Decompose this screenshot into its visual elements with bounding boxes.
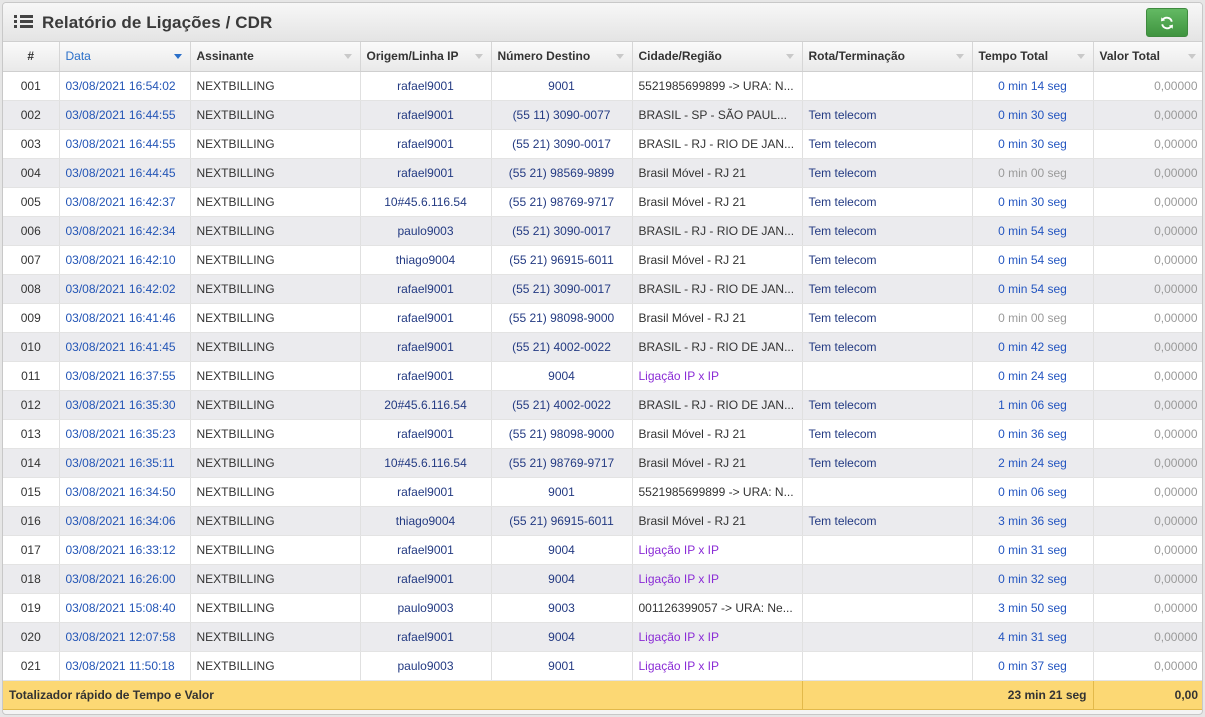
cell-cidade: BRASIL - RJ - RIO DE JAN... (632, 216, 802, 245)
cell-rota: Tem telecom (802, 274, 972, 303)
cell-rota (802, 564, 972, 593)
cell-data: 03/08/2021 16:44:55 (59, 100, 190, 129)
cell-cidade: Ligação IP x IP (632, 564, 802, 593)
table-row[interactable] (3, 274, 1203, 303)
cell-rota (802, 361, 972, 390)
cell-cidade: BRASIL - RJ - RIO DE JAN... (632, 129, 802, 158)
cell-valor: 0,00000 (1093, 448, 1203, 477)
cell-rota: Tem telecom (802, 390, 972, 419)
cell-tempo: 2 min 24 seg (972, 448, 1093, 477)
col-header-number[interactable]: # (3, 42, 59, 71)
cell-data: 03/08/2021 15:08:40 (59, 593, 190, 622)
cell-number: 005 (3, 187, 59, 216)
page-title: Relatório de Ligações / CDR (42, 13, 273, 32)
cell-number: 020 (3, 622, 59, 651)
cell-tempo: 0 min 24 seg (972, 361, 1093, 390)
cell-tempo: 0 min 30 seg (972, 129, 1093, 158)
cell-cidade: 5521985699899 -> URA: N... (632, 477, 802, 506)
cell-rota: Tem telecom (802, 332, 972, 361)
col-header-label: Rota/Terminação (808, 49, 905, 64)
cell-origem: rafael9001 (360, 564, 491, 593)
cell-origem: 10#45.6.116.54 (360, 448, 491, 477)
cell-data: 03/08/2021 16:35:23 (59, 419, 190, 448)
cell-number: 004 (3, 158, 59, 187)
cell-assinante: NEXTBILLING (190, 390, 360, 419)
col-header-assinante[interactable] (190, 42, 360, 71)
table-row[interactable] (3, 361, 1203, 390)
cell-destino: (55 21) 3090-0017 (491, 274, 632, 303)
cell-number: 018 (3, 564, 59, 593)
cell-assinante: NEXTBILLING (190, 245, 360, 274)
cell-data: 03/08/2021 16:33:12 (59, 535, 190, 564)
list-icon (14, 15, 33, 29)
cell-valor: 0,00000 (1093, 158, 1203, 187)
cell-rota: Tem telecom (802, 303, 972, 332)
cell-assinante: NEXTBILLING (190, 448, 360, 477)
cell-data: 03/08/2021 16:42:10 (59, 245, 190, 274)
totals-tempo: 23 min 21 seg (802, 680, 1093, 709)
table-row[interactable] (3, 332, 1203, 361)
col-header-label: Número Destino (497, 49, 591, 64)
cell-valor: 0,00000 (1093, 477, 1203, 506)
cell-number: 017 (3, 535, 59, 564)
sort-icon (956, 54, 964, 59)
cell-assinante: NEXTBILLING (190, 71, 360, 100)
cell-valor: 0,00000 (1093, 593, 1203, 622)
cell-valor: 0,00000 (1093, 419, 1203, 448)
cell-data: 03/08/2021 16:42:02 (59, 274, 190, 303)
cell-data: 03/08/2021 16:41:46 (59, 303, 190, 332)
cell-cidade: Ligação IP x IP (632, 622, 802, 651)
cell-tempo: 0 min 54 seg (972, 274, 1093, 303)
col-header-cidade[interactable] (632, 42, 802, 71)
refresh-button[interactable] (1146, 8, 1188, 37)
cell-tempo: 0 min 14 seg (972, 71, 1093, 100)
cell-assinante: NEXTBILLING (190, 129, 360, 158)
table-header-row (3, 42, 1203, 71)
cell-rota (802, 651, 972, 680)
col-header-label: Data (65, 49, 91, 64)
cell-origem: paulo9003 (360, 216, 491, 245)
cdr-report-panel (2, 2, 1203, 715)
cell-destino: (55 21) 96915-6011 (491, 245, 632, 274)
cell-destino: 9001 (491, 477, 632, 506)
cell-tempo: 0 min 00 seg (972, 303, 1093, 332)
cell-destino: 9001 (491, 651, 632, 680)
col-header-origem[interactable] (360, 42, 491, 71)
cell-destino: (55 21) 98098-9000 (491, 419, 632, 448)
table-row[interactable] (3, 477, 1203, 506)
cell-tempo: 0 min 36 seg (972, 419, 1093, 448)
table-row[interactable] (3, 129, 1203, 158)
cell-origem: rafael9001 (360, 158, 491, 187)
cell-rota (802, 477, 972, 506)
cell-number: 002 (3, 100, 59, 129)
table-row[interactable] (3, 622, 1203, 651)
sort-icon (786, 54, 794, 59)
cell-origem: thiago9004 (360, 506, 491, 535)
cell-destino: (55 21) 4002-0022 (491, 332, 632, 361)
cell-rota: Tem telecom (802, 216, 972, 245)
cell-origem: rafael9001 (360, 274, 491, 303)
col-header-label: Cidade/Região (638, 49, 722, 64)
cell-valor: 0,00000 (1093, 535, 1203, 564)
cell-number: 019 (3, 593, 59, 622)
cell-destino: (55 21) 98098-9000 (491, 303, 632, 332)
cell-tempo: 0 min 54 seg (972, 245, 1093, 274)
cell-valor: 0,00000 (1093, 216, 1203, 245)
cell-rota: Tem telecom (802, 448, 972, 477)
cell-cidade: Brasil Móvel - RJ 21 (632, 506, 802, 535)
cell-tempo: 3 min 50 seg (972, 593, 1093, 622)
cell-number: 021 (3, 651, 59, 680)
cell-assinante: NEXTBILLING (190, 651, 360, 680)
cell-number: 010 (3, 332, 59, 361)
cell-cidade: 5521985699899 -> URA: N... (632, 71, 802, 100)
cell-tempo: 0 min 31 seg (972, 535, 1093, 564)
table-row[interactable] (3, 390, 1203, 419)
panel-header (3, 3, 1202, 42)
cell-number: 015 (3, 477, 59, 506)
cell-cidade: Brasil Móvel - RJ 21 (632, 303, 802, 332)
cell-assinante: NEXTBILLING (190, 477, 360, 506)
cell-tempo: 0 min 42 seg (972, 332, 1093, 361)
table-row[interactable] (3, 303, 1203, 332)
cell-destino: (55 21) 98569-9899 (491, 158, 632, 187)
cell-origem: rafael9001 (360, 332, 491, 361)
cell-number: 001 (3, 71, 59, 100)
cell-number: 007 (3, 245, 59, 274)
col-header-label: Origem/Linha IP (366, 49, 459, 64)
col-header-data[interactable] (59, 42, 190, 71)
cell-assinante: NEXTBILLING (190, 361, 360, 390)
cell-destino: 9004 (491, 622, 632, 651)
cell-origem: rafael9001 (360, 100, 491, 129)
cell-number: 012 (3, 390, 59, 419)
cell-tempo: 0 min 37 seg (972, 651, 1093, 680)
cell-destino: 9003 (491, 593, 632, 622)
cell-rota (802, 622, 972, 651)
cell-cidade: Ligação IP x IP (632, 651, 802, 680)
cell-rota (802, 535, 972, 564)
table-row[interactable] (3, 100, 1203, 129)
table-row[interactable] (3, 564, 1203, 593)
sort-icon (344, 54, 352, 59)
cell-origem: rafael9001 (360, 129, 491, 158)
cell-origem: rafael9001 (360, 622, 491, 651)
table-row[interactable] (3, 535, 1203, 564)
col-header-valor[interactable] (1093, 42, 1203, 71)
cell-number: 011 (3, 361, 59, 390)
cell-tempo: 3 min 36 seg (972, 506, 1093, 535)
totals-row (3, 680, 1203, 709)
cell-rota (802, 593, 972, 622)
col-header-rota[interactable] (802, 42, 972, 71)
cell-cidade: Brasil Móvel - RJ 21 (632, 187, 802, 216)
cell-data: 03/08/2021 16:26:00 (59, 564, 190, 593)
cell-assinante: NEXTBILLING (190, 622, 360, 651)
cell-number: 013 (3, 419, 59, 448)
cell-valor: 0,00000 (1093, 274, 1203, 303)
cell-valor: 0,00000 (1093, 303, 1203, 332)
cell-data: 03/08/2021 11:50:18 (59, 651, 190, 680)
col-header-label: Valor Total (1099, 49, 1160, 64)
sort-icon (1077, 54, 1085, 59)
sort-icon (475, 54, 483, 59)
cell-rota: Tem telecom (802, 419, 972, 448)
cell-cidade: Ligação IP x IP (632, 535, 802, 564)
cell-tempo: 0 min 30 seg (972, 187, 1093, 216)
cell-cidade: Brasil Móvel - RJ 21 (632, 245, 802, 274)
cell-destino: (55 21) 98769-9717 (491, 448, 632, 477)
cell-valor: 0,00000 (1093, 390, 1203, 419)
cell-valor: 0,00000 (1093, 651, 1203, 680)
cell-destino: (55 21) 4002-0022 (491, 390, 632, 419)
cell-origem: 10#45.6.116.54 (360, 187, 491, 216)
cell-cidade: BRASIL - SP - SÃO PAUL... (632, 100, 802, 129)
cell-assinante: NEXTBILLING (190, 274, 360, 303)
cell-rota (802, 71, 972, 100)
cell-data: 03/08/2021 16:34:06 (59, 506, 190, 535)
col-header-label: Assinante (196, 49, 254, 64)
cell-origem: 20#45.6.116.54 (360, 390, 491, 419)
cell-data: 03/08/2021 16:34:50 (59, 477, 190, 506)
cell-rota: Tem telecom (802, 187, 972, 216)
cdr-table (3, 42, 1203, 710)
cell-valor: 0,00000 (1093, 100, 1203, 129)
cell-origem: rafael9001 (360, 71, 491, 100)
cell-origem: rafael9001 (360, 477, 491, 506)
cell-valor: 0,00000 (1093, 129, 1203, 158)
cell-rota: Tem telecom (802, 245, 972, 274)
cell-valor: 0,00000 (1093, 564, 1203, 593)
cell-rota: Tem telecom (802, 129, 972, 158)
cell-assinante: NEXTBILLING (190, 564, 360, 593)
table-row[interactable] (3, 506, 1203, 535)
cell-tempo: 0 min 30 seg (972, 100, 1093, 129)
cell-cidade: Brasil Móvel - RJ 21 (632, 158, 802, 187)
cell-assinante: NEXTBILLING (190, 187, 360, 216)
cell-cidade: BRASIL - RJ - RIO DE JAN... (632, 274, 802, 303)
table-row[interactable] (3, 651, 1203, 680)
cell-origem: thiago9004 (360, 245, 491, 274)
cell-valor: 0,00000 (1093, 361, 1203, 390)
cell-destino: (55 21) 3090-0017 (491, 129, 632, 158)
cell-number: 016 (3, 506, 59, 535)
cell-valor: 0,00000 (1093, 187, 1203, 216)
cell-cidade: Brasil Móvel - RJ 21 (632, 448, 802, 477)
sort-icon (1188, 54, 1196, 59)
cell-rota: Tem telecom (802, 158, 972, 187)
cell-destino: (55 21) 96915-6011 (491, 506, 632, 535)
cell-origem: rafael9001 (360, 535, 491, 564)
cell-cidade: Brasil Móvel - RJ 21 (632, 419, 802, 448)
cell-valor: 0,00000 (1093, 622, 1203, 651)
cell-destino: (55 11) 3090-0077 (491, 100, 632, 129)
cell-rota: Tem telecom (802, 100, 972, 129)
table-row[interactable] (3, 419, 1203, 448)
table-row[interactable] (3, 71, 1203, 100)
cell-origem: paulo9003 (360, 651, 491, 680)
cell-destino: 9001 (491, 71, 632, 100)
cell-destino: (55 21) 98769-9717 (491, 187, 632, 216)
cell-number: 014 (3, 448, 59, 477)
cell-data: 03/08/2021 12:07:58 (59, 622, 190, 651)
cell-destino: (55 21) 3090-0017 (491, 216, 632, 245)
sort-desc-icon (174, 54, 182, 59)
cell-data: 03/08/2021 16:42:37 (59, 187, 190, 216)
cell-data: 03/08/2021 16:37:55 (59, 361, 190, 390)
refresh-icon (1160, 16, 1174, 30)
cell-number: 009 (3, 303, 59, 332)
cell-assinante: NEXTBILLING (190, 506, 360, 535)
cell-assinante: NEXTBILLING (190, 419, 360, 448)
cell-data: 03/08/2021 16:35:30 (59, 390, 190, 419)
table-row[interactable] (3, 187, 1203, 216)
cell-valor: 0,00000 (1093, 71, 1203, 100)
table-row[interactable] (3, 216, 1203, 245)
cell-destino: 9004 (491, 564, 632, 593)
cell-tempo: 0 min 06 seg (972, 477, 1093, 506)
col-header-label: Tempo Total (978, 49, 1049, 64)
cell-cidade: BRASIL - RJ - RIO DE JAN... (632, 390, 802, 419)
cell-cidade: BRASIL - RJ - RIO DE JAN... (632, 332, 802, 361)
cell-assinante: NEXTBILLING (190, 303, 360, 332)
cell-rota: Tem telecom (802, 506, 972, 535)
cell-assinante: NEXTBILLING (190, 593, 360, 622)
cell-data: 03/08/2021 16:44:55 (59, 129, 190, 158)
cell-destino: 9004 (491, 535, 632, 564)
cell-origem: rafael9001 (360, 303, 491, 332)
cell-valor: 0,00000 (1093, 506, 1203, 535)
totals-valor: 0,00 (1093, 680, 1203, 709)
cell-tempo: 1 min 06 seg (972, 390, 1093, 419)
cell-valor: 0,00000 (1093, 332, 1203, 361)
cell-data: 03/08/2021 16:41:45 (59, 332, 190, 361)
cell-assinante: NEXTBILLING (190, 535, 360, 564)
cell-number: 006 (3, 216, 59, 245)
cell-number: 003 (3, 129, 59, 158)
cell-tempo: 0 min 54 seg (972, 216, 1093, 245)
cell-origem: rafael9001 (360, 419, 491, 448)
cell-cidade: 001126399057 -> URA: Ne... (632, 593, 802, 622)
totals-label: Totalizador rápido de Tempo e Valor (3, 680, 802, 709)
table-row[interactable] (3, 158, 1203, 187)
sort-icon (616, 54, 624, 59)
cell-tempo: 0 min 00 seg (972, 158, 1093, 187)
table-row[interactable] (3, 593, 1203, 622)
cell-assinante: NEXTBILLING (190, 158, 360, 187)
cell-data: 03/08/2021 16:54:02 (59, 71, 190, 100)
cell-cidade: Ligação IP x IP (632, 361, 802, 390)
cell-data: 03/08/2021 16:42:34 (59, 216, 190, 245)
cell-assinante: NEXTBILLING (190, 332, 360, 361)
cell-data: 03/08/2021 16:44:45 (59, 158, 190, 187)
table-row[interactable] (3, 448, 1203, 477)
cell-number: 008 (3, 274, 59, 303)
cell-assinante: NEXTBILLING (190, 216, 360, 245)
col-header-tempo[interactable] (972, 42, 1093, 71)
cell-tempo: 0 min 32 seg (972, 564, 1093, 593)
table-row[interactable] (3, 245, 1203, 274)
cell-origem: paulo9003 (360, 593, 491, 622)
cell-valor: 0,00000 (1093, 245, 1203, 274)
col-header-destino[interactable] (491, 42, 632, 71)
cell-data: 03/08/2021 16:35:11 (59, 448, 190, 477)
cell-assinante: NEXTBILLING (190, 100, 360, 129)
cell-destino: 9004 (491, 361, 632, 390)
cell-tempo: 4 min 31 seg (972, 622, 1093, 651)
cell-origem: rafael9001 (360, 361, 491, 390)
